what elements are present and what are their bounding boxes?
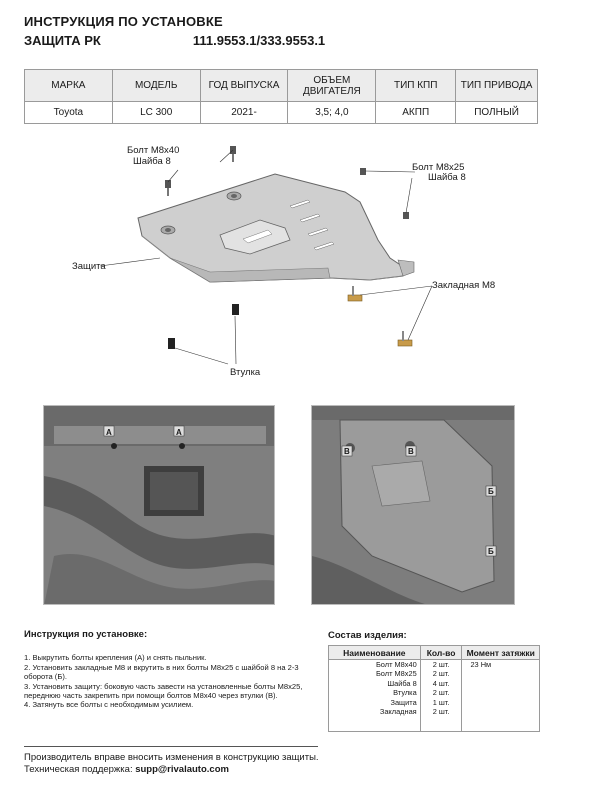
item-torque: [462, 679, 540, 688]
item-name: Закладная: [329, 707, 421, 731]
part-numbers: 111.9553.1/333.9553.1: [192, 33, 326, 48]
undercarriage-with-guard-photo: [312, 406, 515, 605]
bolt-m8x40-icon: [165, 180, 171, 196]
item-qty: 2 шт.: [420, 660, 462, 670]
label-bolt-m8x25: Болт М8х25: [412, 162, 465, 173]
undercarriage-photo: [44, 406, 275, 605]
marker-v: В: [408, 447, 414, 456]
label-guard: Защита: [72, 261, 106, 272]
item-name: Шайба 8: [329, 679, 421, 688]
spec-header-cell: МАРКА: [25, 70, 113, 102]
instruction-line: 4. Затянуть все болты с необходимым усилием.: [24, 700, 194, 710]
composition-header-cell: Наименование: [329, 646, 421, 660]
bolt-m8x40-icon: [230, 146, 236, 162]
spec-data-row: [25, 102, 538, 124]
label-bushing: Втулка: [230, 367, 261, 378]
table-row: [329, 707, 540, 731]
table-row: [329, 669, 540, 678]
item-name: Болт М8х40: [329, 660, 421, 670]
spec-header-cell: ГОД ВЫПУСКА: [200, 70, 288, 102]
document-footer: [24, 752, 319, 776]
label-insert-m8: Закладная М8: [432, 280, 496, 291]
document-title: ИНСТРУКЦИЯ ПО УСТАНОВКЕ: [24, 14, 223, 29]
composition-header-cell: Момент затяжки: [462, 646, 540, 660]
installation-instructions: [24, 630, 314, 710]
table-row: [329, 698, 540, 707]
spec-cell: АКПП: [376, 102, 456, 124]
photo-after-install: [311, 405, 515, 605]
item-qty: 2 шт.: [420, 688, 462, 697]
item-name: Втулка: [329, 688, 421, 697]
table-row: [329, 679, 540, 688]
label-washer-8: Шайба 8: [133, 156, 171, 167]
support-label: Техническая поддержка:: [24, 764, 133, 775]
composition-header-row: [329, 646, 540, 660]
insert-m8-icon: [398, 331, 412, 346]
spec-header-row: [25, 70, 538, 102]
composition-heading: Состав изделия:: [328, 630, 407, 641]
item-qty: 2 шт.: [420, 707, 462, 731]
item-qty: 4 шт.: [420, 679, 462, 688]
installation-photos: [43, 405, 515, 605]
spec-header-cell: ОБЪЕМ ДВИГАТЕЛЯ: [288, 70, 376, 102]
product-line: [24, 33, 594, 48]
spec-header-cell: ТИП КПП: [376, 70, 456, 102]
footer-notice: Производитель вправе вносить изменения в конструкцию защиты.: [24, 752, 319, 763]
bolt-m8x25-icon: [360, 168, 366, 175]
table-row: [329, 688, 540, 697]
instruction-line: переднюю часть закрепить при помощи болтов М8х40 через втулки (В).: [24, 691, 278, 701]
spec-cell: LC 300: [112, 102, 200, 124]
spec-cell: 2021-: [200, 102, 288, 124]
spec-cell: Toyota: [25, 102, 113, 124]
instruction-line: 2. Установить закладные М8 и вкрутить в них болты М8х25 с шайбой 8 на 2-3: [24, 662, 299, 672]
marker-v: В: [344, 447, 350, 456]
marker-b: Б: [488, 547, 494, 556]
table-row: [329, 660, 540, 670]
footer-divider: [24, 746, 318, 747]
guard-drawing: [60, 140, 560, 390]
composition-header-cell: Кол-во: [420, 646, 462, 660]
spec-header-cell: МОДЕЛЬ: [112, 70, 200, 102]
item-name: Защита: [329, 698, 421, 707]
photo-before-install: [43, 405, 275, 605]
exploded-diagram: [60, 140, 560, 390]
item-qty: 2 шт.: [420, 669, 462, 678]
vehicle-spec-table: [24, 69, 538, 124]
item-torque: [462, 688, 540, 697]
bushing-icon: [168, 338, 175, 349]
instruction-line: 3. Установить защиту: боковую часть завести на установленные болты М8х25,: [24, 681, 303, 691]
instruction-line: 1. Выкрутить болты крепления (А) и снять пыльник.: [24, 653, 207, 663]
item-torque: [462, 698, 540, 707]
marker-a: А: [106, 428, 112, 437]
guard-plate: [138, 174, 414, 282]
spec-cell: 3,5; 4,0: [288, 102, 376, 124]
support-email[interactable]: supp@rivalauto.com: [135, 764, 229, 775]
label-bolt-m8x40: Болт М8х40: [127, 145, 180, 156]
support-line: [24, 764, 319, 776]
document-header: [24, 14, 594, 48]
bolt-m8x25-icon: [403, 212, 409, 219]
label-washer-8: Шайба 8: [428, 172, 466, 183]
insert-m8-icon: [348, 286, 362, 301]
item-torque: [462, 669, 540, 678]
instruction-line: оборота (Б).: [24, 672, 67, 682]
marker-b: Б: [488, 487, 494, 496]
spec-header-cell: ТИП ПРИВОДА: [456, 70, 538, 102]
marker-a: А: [176, 428, 182, 437]
bushing-icon: [232, 304, 239, 315]
product-name: ЗАЩИТА РК: [24, 33, 101, 48]
composition-table: [328, 645, 540, 732]
instructions-heading: Инструкция по установке:: [24, 629, 148, 640]
spec-cell: ПОЛНЫЙ: [456, 102, 538, 124]
product-composition: [328, 630, 540, 732]
item-torque: 23 Нм: [462, 660, 540, 670]
item-torque: [462, 707, 540, 731]
item-name: Болт М8х25: [329, 669, 421, 678]
item-qty: 1 шт.: [420, 698, 462, 707]
